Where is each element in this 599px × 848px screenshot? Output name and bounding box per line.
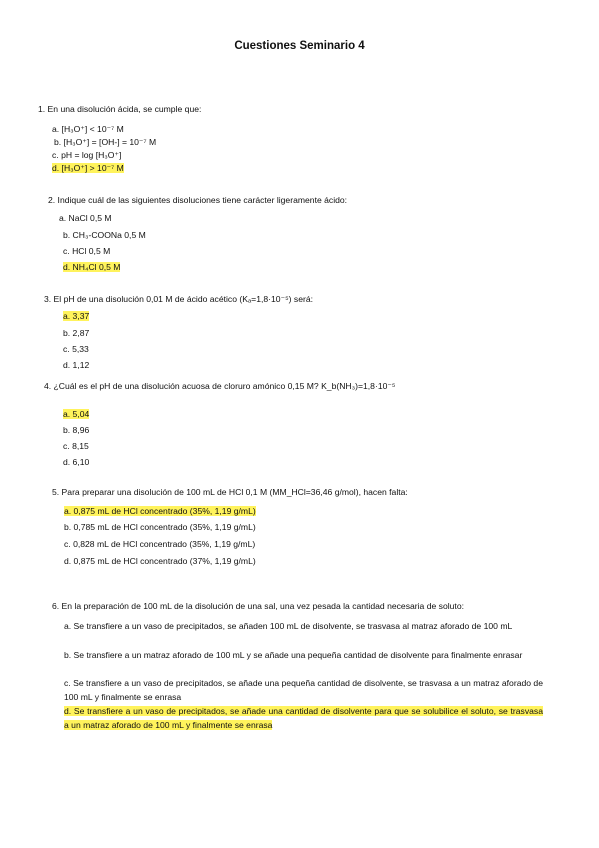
question-5-option-d: d. 0,875 mL de HCl concentrado (37%, 1,19 g/mL) <box>64 556 256 566</box>
question-4-option-c: c. 8,15 <box>63 441 89 451</box>
question-6-stem: 6. En la preparación de 100 mL de la disolución de una sal, una vez pesada la cantidad necesaria de soluto: <box>52 601 464 611</box>
question-1-option-d-correct: d. [H₃O⁺] > 10⁻⁷ M <box>52 163 124 173</box>
question-3-option-c: c. 5,33 <box>63 344 89 354</box>
question-6-option-d-correct <box>64 704 543 732</box>
question-4-stem: 4. ¿Cuál es el pH de una disolución acuosa de cloruro amónico 0,15 M? K_b(NH₃)=1,8·10⁻⁵ <box>44 381 396 391</box>
page-title: Cuestiones Seminario 4 <box>234 40 365 52</box>
question-1-option-a: a. [H₃O⁺] < 10⁻⁷ M <box>52 124 124 134</box>
question-5-stem: 5. Para preparar una disolución de 100 mL de HCl 0,1 M (MM_HCl=36,46 g/mol), hacen falta: <box>52 487 408 497</box>
question-4-option-b: b. 8,96 <box>63 425 90 435</box>
question-1-stem: 1. En una disolución ácida, se cumple que: <box>38 104 202 114</box>
question-6-option-d-text: d. Se transfiere a un vaso de precipitados, se añade una cantidad de disolvente para que se solubilice el soluto, se trasvasa a un matraz aforado de 100 mL y finalmente se enrasa <box>64 706 543 730</box>
question-2-option-a: a. NaCl 0,5 M <box>59 213 112 223</box>
question-2-option-d-correct: d. NH₄Cl 0,5 M <box>63 262 121 272</box>
question-6-option-c: c. Se transfiere a un vaso de precipitados, se añade una pequeña cantidad de disolvente, se trasvasa a un matraz aforado de 100 mL y finalmente se enrasa <box>64 678 543 702</box>
question-3-option-d: d. 1,12 <box>63 360 90 370</box>
question-2-option-c: c. HCl 0,5 M <box>63 246 111 256</box>
question-5-option-a-correct: a. 0,875 mL de HCl concentrado (35%, 1,19 g/mL) <box>64 506 256 516</box>
question-6-option-a: a. Se transfiere a un vaso de precipitados, se añaden 100 mL de disolvente, se trasvasa al matraz aforado de 100 mL <box>64 621 513 631</box>
question-3-option-a-correct: a. 3,37 <box>63 311 90 321</box>
question-2-stem: 2. Indique cuál de las siguientes disoluciones tiene carácter ligeramente ácido: <box>48 195 348 205</box>
question-4-option-a-correct: a. 5,04 <box>63 409 90 419</box>
question-1-option-c: c. pH = log [H₃O⁺] <box>52 150 122 160</box>
question-3-stem: 3. El pH de una disolución 0,01 M de ácido acético (Kₐ=1,8·10⁻⁵) será: <box>44 294 314 304</box>
question-5-option-c: c. 0,828 mL de HCl concentrado (35%, 1,19 g/mL) <box>64 539 256 549</box>
question-1-option-b: b. [H₃O⁺] = [OH-] = 10⁻⁷ M <box>54 137 157 147</box>
question-2-option-b: b. CH₃-COONa 0,5 M <box>63 230 146 240</box>
question-4-option-d: d. 6,10 <box>63 457 90 467</box>
question-3-option-b: b. 2,87 <box>63 328 90 338</box>
question-6-option-b: b. Se transfiere a un matraz aforado de 100 mL y se añade una pequeña cantidad de disolvente para finalmente enrasar <box>64 650 523 660</box>
question-5-option-b: b. 0,785 mL de HCl concentrado (35%, 1,19 g/mL) <box>64 522 256 532</box>
